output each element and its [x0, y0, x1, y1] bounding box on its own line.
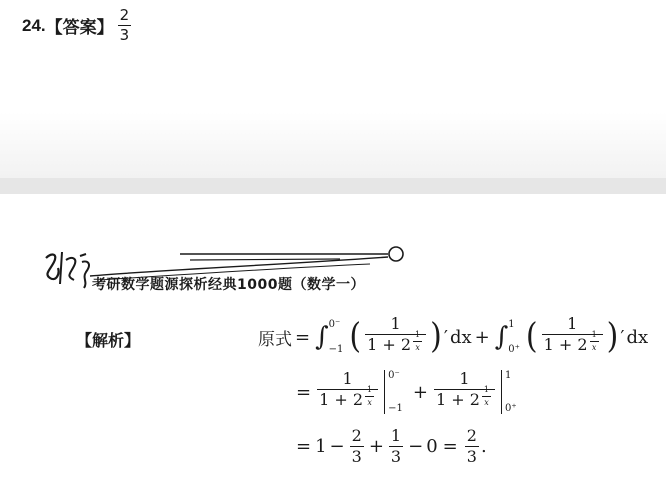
exponent-fraction — [413, 331, 422, 352]
equals-sign: = — [442, 436, 458, 457]
denominator-base: 1 + 2 — [435, 390, 480, 409]
minus-sign: − — [408, 436, 424, 457]
evaluation-limits — [505, 370, 517, 414]
fraction-numerator: 1 — [390, 426, 402, 445]
answer-fraction — [118, 8, 132, 43]
fraction-denominator — [434, 385, 495, 413]
equals-sign: = — [296, 436, 312, 457]
upper-limit: 0⁻ — [388, 370, 400, 381]
fraction-denominator — [542, 330, 603, 358]
lower-limit: −1 — [328, 344, 344, 355]
fraction-bar — [590, 341, 599, 342]
denominator-base: 1 + 2 — [367, 335, 412, 354]
result-fraction — [465, 428, 479, 465]
exponent-fraction — [590, 331, 599, 352]
upper-limit: 1 — [508, 319, 515, 330]
term-zero: 0 — [426, 436, 438, 457]
fraction-numerator: 1 — [567, 314, 578, 333]
differential: dx — [449, 326, 472, 348]
exponent-numerator: 1 — [483, 385, 489, 394]
integral-limits-2 — [508, 319, 520, 355]
lhs-text: 原式 — [258, 329, 292, 350]
left-paren: ( — [349, 316, 362, 357]
equals-sign: = — [295, 326, 311, 348]
fraction-denominator: 3 — [466, 447, 477, 466]
exponent-denominator: x — [484, 398, 489, 407]
fraction-bar — [413, 341, 422, 342]
lower-limit: −1 — [388, 403, 403, 414]
integral-limits-1 — [329, 319, 344, 355]
integral-sign: ∫ — [315, 322, 329, 352]
exponent-denominator: x — [415, 343, 420, 352]
lower-limit: 0⁺ — [508, 344, 520, 355]
equation-line-2 — [296, 370, 523, 414]
fraction — [542, 316, 603, 358]
fraction-bar — [482, 396, 491, 397]
exponent-numerator: 1 — [415, 330, 421, 339]
fraction-numerator: 2 — [351, 426, 362, 445]
plus-sign: + — [474, 326, 490, 348]
denominator-base: 1 + 2 — [319, 390, 364, 409]
differential: dx — [626, 326, 649, 348]
right-paren: ) — [606, 316, 619, 357]
page-gap-band — [0, 178, 666, 194]
fraction-numerator: 2 — [466, 426, 477, 445]
fraction-denominator: 3 — [390, 447, 402, 466]
fraction — [389, 428, 403, 465]
left-paren: ( — [525, 316, 538, 357]
upper-limit: 0⁻ — [328, 319, 341, 330]
book-title: 考研数学题源探析经典1000题（数学一） — [92, 277, 365, 293]
plus-sign: + — [368, 436, 384, 457]
minus-sign: − — [329, 436, 345, 457]
equation-line-3 — [296, 428, 487, 465]
lower-limit: 0⁺ — [505, 403, 517, 414]
exponent-numerator: 1 — [591, 330, 597, 339]
question-number: 24. — [22, 15, 46, 35]
fraction-bar — [365, 396, 374, 397]
plus-sign: + — [412, 381, 428, 403]
fraction-denominator: 3 — [351, 447, 362, 466]
upper-limit: 1 — [505, 370, 512, 381]
fraction-numerator: 1 — [459, 369, 470, 388]
denominator-base: 1 + 2 — [543, 335, 588, 354]
evaluation-bar-1 — [384, 370, 403, 414]
equation-line-1 — [258, 316, 648, 358]
vertical-bar — [501, 370, 502, 414]
right-paren: ) — [430, 316, 442, 357]
fraction-numerator: 1 — [342, 369, 353, 388]
fraction — [350, 428, 364, 465]
evaluation-bar-2 — [501, 370, 517, 414]
fraction — [317, 371, 378, 413]
fraction — [434, 371, 495, 413]
fraction-denominator — [365, 330, 426, 358]
fraction-denominator — [317, 385, 378, 413]
period: . — [480, 436, 487, 457]
answer-line — [22, 8, 131, 43]
term-one: 1 — [315, 436, 327, 457]
solution-label: 【解析】 — [76, 331, 141, 350]
equals-sign: = — [296, 381, 312, 403]
exponent-fraction — [482, 386, 491, 407]
answer-label: 【答案】 — [45, 18, 114, 37]
answer-denominator: 3 — [119, 26, 130, 44]
exponent-numerator: 1 — [367, 385, 373, 394]
exponent-denominator: x — [367, 398, 372, 407]
page-gap-shadow — [0, 112, 666, 178]
fraction — [365, 316, 426, 358]
fraction-numerator: 1 — [390, 314, 401, 333]
evaluation-limits — [388, 370, 403, 414]
exponent-denominator: x — [591, 343, 597, 352]
answer-numerator: 2 — [119, 6, 130, 24]
prime-mark: ′ — [443, 326, 448, 348]
prime-mark: ′ — [620, 326, 625, 348]
integral-sign: ∫ — [494, 322, 509, 352]
vertical-bar — [384, 370, 385, 414]
exponent-fraction — [365, 386, 374, 407]
